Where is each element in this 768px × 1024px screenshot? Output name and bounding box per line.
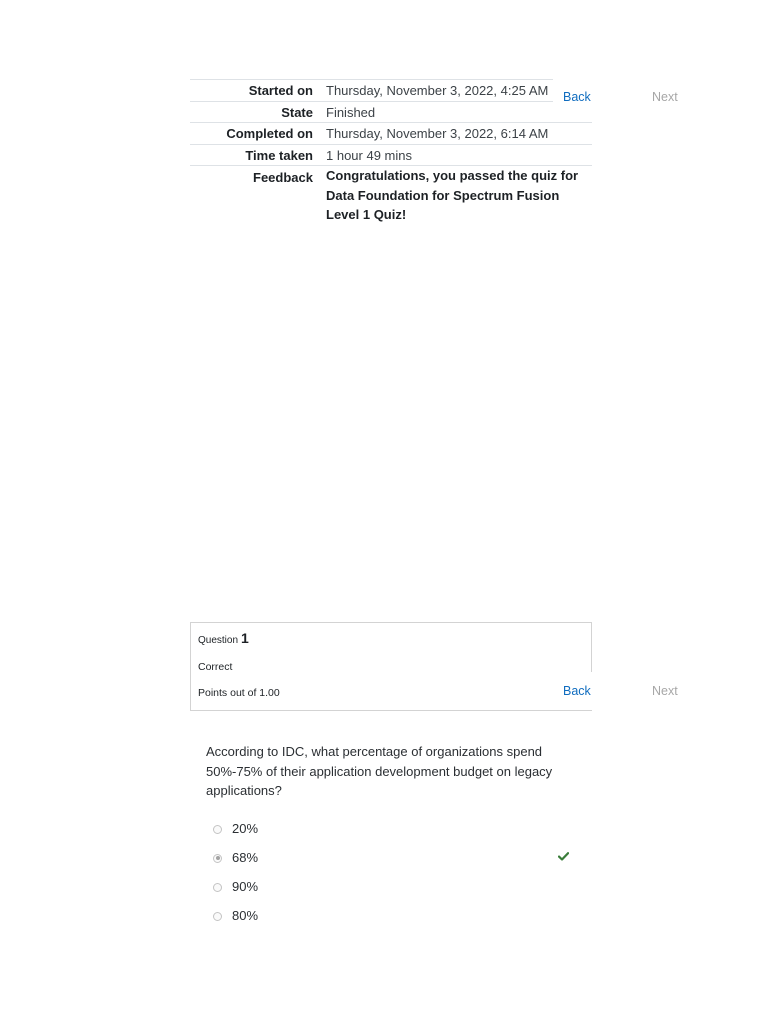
summary-label: Started on	[248, 83, 313, 98]
radio-button[interactable]	[213, 825, 222, 834]
radio-button[interactable]	[213, 912, 222, 921]
summary-row-started-on	[190, 79, 592, 101]
summary-label: Feedback	[253, 170, 313, 185]
summary-row-time-taken	[190, 144, 592, 166]
question-number	[198, 630, 249, 649]
back-link[interactable]: Back	[563, 90, 591, 104]
next-button[interactable]: Next	[652, 90, 678, 104]
question-grade: Points out of 1.00	[198, 687, 280, 699]
question-info-box	[190, 622, 592, 711]
answer-option-label: 68%	[232, 850, 259, 865]
summary-label: Time taken	[245, 147, 313, 163]
radio-button[interactable]	[213, 854, 222, 863]
summary-label: State	[281, 104, 313, 120]
answer-option[interactable]	[213, 819, 573, 839]
summary-value: 1 hour 49 mins	[326, 147, 412, 163]
summary-row-completed-on	[190, 122, 592, 144]
page-nav-top	[553, 78, 703, 116]
answer-option[interactable]	[213, 848, 573, 868]
summary-row-state	[190, 101, 592, 123]
quiz-attempt-summary	[190, 79, 592, 225]
question-state: Correct	[198, 661, 233, 673]
answer-option-label: 90%	[232, 879, 259, 894]
answer-option-label: 20%	[232, 821, 259, 836]
summary-value: Finished	[326, 104, 376, 120]
next-button[interactable]: Next	[652, 684, 678, 698]
summary-value: Thursday, November 3, 2022, 6:14 AM	[326, 126, 549, 141]
page-nav-question	[553, 672, 703, 710]
back-link[interactable]: Back	[563, 684, 591, 698]
answer-option[interactable]	[213, 877, 573, 897]
question-text: According to IDC, what percentage of organizations spend 50%-75% of their application development budget on legacy applications?	[206, 744, 553, 798]
summary-label: Completed on	[226, 126, 313, 141]
answer-option[interactable]	[213, 906, 573, 926]
question-number-value: 1	[241, 630, 249, 646]
feedback-message: Congratulations, you passed the quiz for Data Foundation for Spectrum Fusion Level 1 Quiz!	[326, 168, 579, 222]
summary-row-feedback	[190, 165, 592, 225]
question-prefix: Question	[198, 635, 239, 646]
check-icon	[558, 852, 569, 861]
radio-button[interactable]	[213, 883, 222, 892]
answer-option-label: 80%	[232, 908, 259, 923]
summary-value: Thursday, November 3, 2022, 4:25 AM	[326, 83, 549, 98]
